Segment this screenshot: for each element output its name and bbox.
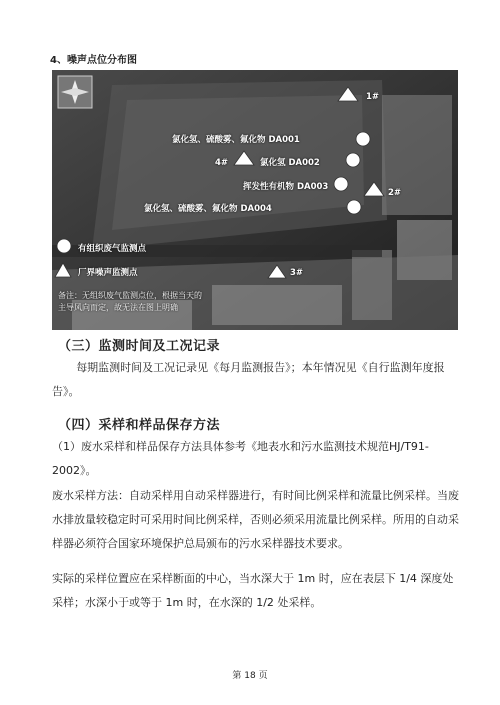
exhaust-da001-label: 氯化氢、硫酸雾、氟化物 DA001 [172,135,300,145]
exhaust-da003-label: 挥发性有机物 DA003 [243,182,329,192]
figure-title: 4、噪声点位分布图 [50,55,137,66]
section4-paragraph-3: 实际的采样位置应在采样断面的中心，当水深大于 1m 时，应在表层下 1/4 深度处采样；水深小于或等于 1m 时，在水深的 1/2 处采样。 [52,572,454,609]
noise-point-4-triangle [234,151,254,165]
noise-point-map [52,70,458,330]
page-number: 第 18 页 [232,671,268,681]
exhaust-point-da003-circle [334,177,348,191]
noise-point-3-label: 3# [290,268,304,278]
section3-heading: （三）监测时间及工况记录 [58,339,221,354]
noise-point-2-triangle [364,182,384,196]
exhaust-point-da001-circle [356,132,370,146]
exhaust-da002-label: 氯化氢 DA002 [260,158,320,168]
exhaust-da004-label: 氯化氢、硫酸雾、氟化物 DA004 [144,204,272,214]
legend-triangle-icon [55,263,71,277]
section4-paragraph-2: 废水采样方法：自动采样用自动采样器进行，有时间比例采样和流量比例采样。当废水排放量较稳定时可采用时间比例采样，否则必须采用流量比例采样。所用的自动采样器必须符合国家环境保护总局颁布的污水采样器技术要求。 [52,489,459,550]
legend-circle-icon [57,239,71,253]
noise-point-1-label: 1# [366,92,380,102]
noise-point-2-label: 2# [388,188,402,198]
noise-point-4-label: 4# [215,158,229,168]
figure-note: 备注：无组织废气监测点位，根据当天的主导风向而定，故无法在图上明确 [58,291,202,312]
legend-triangle-label: 厂界噪声监测点 [78,268,138,278]
noise-point-1-triangle [338,87,358,101]
exhaust-point-da004-circle [347,200,361,214]
section4-heading: （四）采样和样品保存方法 [58,418,221,433]
section3-paragraph: 每期监测时间及工况记录见《每月监测报告》；本年情况见《自行监测年度报告》。 [52,361,445,398]
legend-circle-label: 有组织废气监测点 [78,244,147,254]
noise-point-3-triangle [268,265,286,278]
section4-paragraph-1: （1）废水采样和样品保存方法具体参考《地表水和污水监测技术规范HJ/T91-2002》。 [52,440,429,477]
exhaust-point-da002-circle [346,153,360,167]
